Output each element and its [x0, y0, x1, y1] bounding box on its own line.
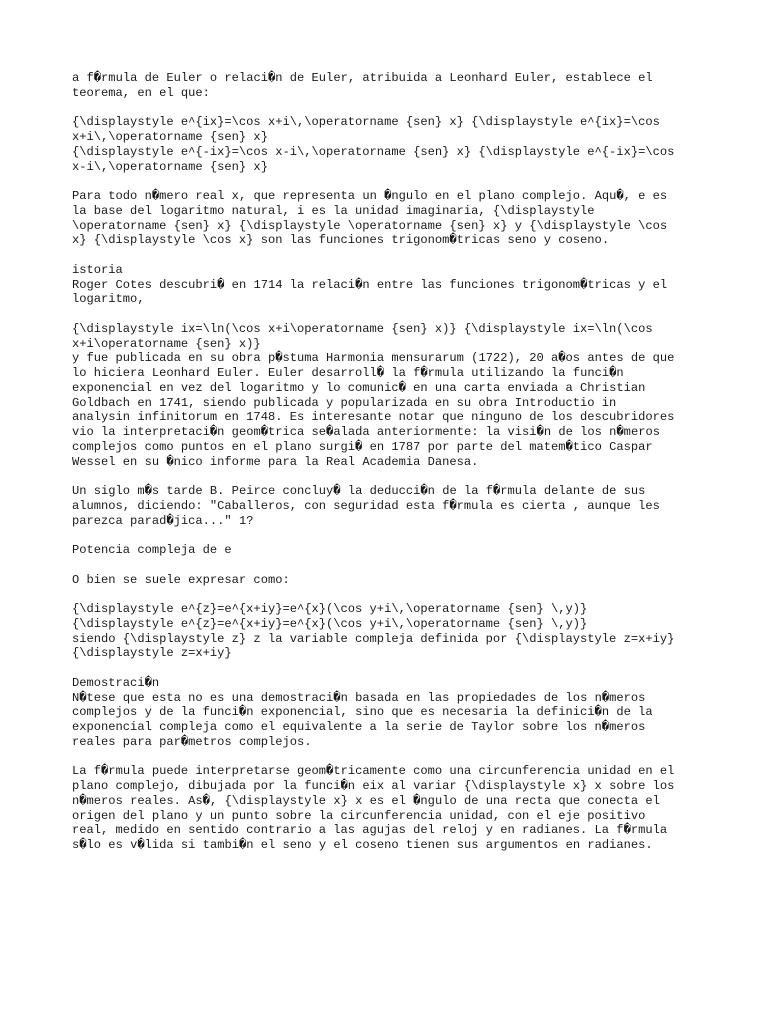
- geometric-interpretation-paragraph: La f�rmula puede interpretarse geom�tricamente como una circunferencia unidad en el plano complejo, dibujada por la funci�n eix al variar {\displaystyle x} x sobre los n�meros reales. As�, {\displaystyle x} x es el �ngulo de una recta que conecta el origen del plano y un punto sobre la circunferencia unidad, con el eje positivo real, medido en sentido contrario a las agujas del reloj y en radianes. La f�rmula s�lo es v�lida si tambi�n el seno y el coseno tienen sus argumentos en radianes.: [72, 764, 675, 852]
- expression-intro: O bien se suele expresar como:: [72, 572, 290, 587]
- document-body: [72, 71, 712, 853]
- intro-paragraph: a f�rmula de Euler o relaci�n de Euler, atribuida a Leonhard Euler, establece el teorema, en el que:: [72, 71, 653, 100]
- peirce-paragraph: Un siglo m�s tarde B. Peirce concluy� la deducci�n de la f�rmula delante de sus alumnos, diciendo: "Caballeros, con seguridad esta f�rmula es cierta , aunque les parezca parad�jica..." 1?: [72, 484, 660, 528]
- euler-formula-block: {\displaystyle e^{ix}=\cos x+i\,\operatorname {sen} x} {\displaystyle e^{ix}=\cos x+i\,\operatorname {sen} x} {\displaystyle e^{-ix}=\cos x-i\,\operatorname {sen} x} {\displaystyle e^{-ix}=\cos x-i\,\operatorname {sen} x}: [72, 115, 675, 174]
- section-heading-complex-power: Potencia compleja de e: [72, 543, 232, 557]
- history-paragraph: {\displaystyle ix=\ln(\cos x+i\operatorname {sen} x)} {\displaystyle ix=\ln(\cos x+i\operatorname {sen} x)} y fue publicada en su obra p�stuma Harmonia mensurarum (1722), 20 a�os antes de que lo hiciera Leonhard Euler. Euler desarroll� la f�rmula utilizando la funci�n exponencial en vez del logaritmo y lo comunic� en una carta enviada a Christian Goldbach en 1741, siendo publicada y popularizada en su obra Introductio in analysin infinitorum en 1748. Es interesante notar que ninguno de los descubridores vio la interpretaci�n geom�trica se�alada anteriormente: la visi�n de los n�meros complejos como puntos en el plano surgi� en 1787 por parte del matem�tico Caspar Wessel en su �nico informe para la Real Academia Danesa.: [72, 321, 675, 469]
- definitions-paragraph: Para todo n�mero real x, que representa un �ngulo en el plano complejo. Aqu�, e es la base del logaritmo natural, i es la unidad imaginaria, {\displaystyle \operatorname {sen} x} {\displaystyle \operatorname {sen} x} y {\displaystyle \cos x} {\displaystyle \cos x} son las funciones trigonom�tricas seno y coseno.: [72, 189, 668, 248]
- history-section: istoria Roger Cotes descubri� en 1714 la relaci�n entre las funciones trigonom�tricas y el logaritmo,: [72, 262, 668, 307]
- demonstration-section: Demostraci�n N�tese que esta no es una demostraci�n basada en las propiedades de los n�meros complejos y de la funci�n exponencial, sino que es necesaria la definici�n de la exponencial compleja como el equivalente a la serie de Taylor sobre los n�meros reales para par�metros complejos.: [72, 675, 653, 749]
- complex-exponential-block: {\displaystyle e^{z}=e^{x+iy}=e^{x}(\cos y+i\,\operatorname {sen} \,y)} {\displaystyle e^{z}=e^{x+iy}=e^{x}(\cos y+i\,\operatorname {sen} \,y)} siendo {\displaystyle z} z la variable compleja definida por {\displaystyle z=x+iy} {\displaystyle z=x+iy}: [72, 602, 675, 661]
